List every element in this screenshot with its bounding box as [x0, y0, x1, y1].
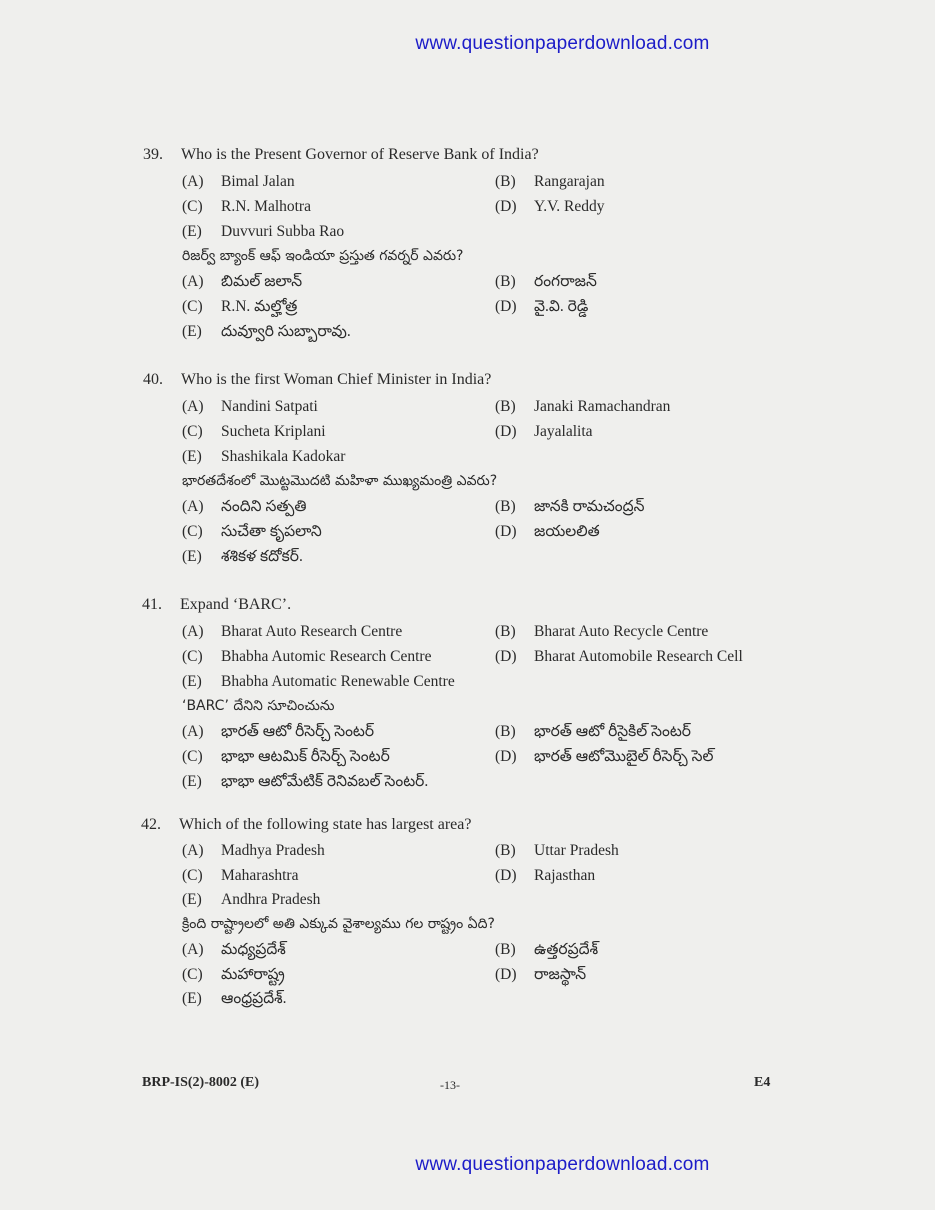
option-a: (A) Bimal Jalan — [182, 173, 295, 190]
option-a: (A) Bharat Auto Research Centre — [182, 623, 403, 640]
question-number: 39. — [143, 146, 163, 163]
option-e: (E) Duvvuri Subba Rao — [182, 223, 345, 240]
option-c: (C) R.N. Malhotra — [182, 198, 311, 215]
telugu-option-b: (B) రంగరాజన్ — [495, 273, 597, 290]
footer-set-code: E4 — [754, 1075, 771, 1090]
option-b: (B) Rangarajan — [495, 173, 605, 190]
telugu-option-d: (D) భారత్ ఆటోమొబైల్ రీసెర్చ్ సెల్ — [495, 748, 714, 765]
question-text: 40. Who is the first Woman Chief Minister in India? — [143, 371, 492, 388]
option-b: (B) Bharat Auto Recycle Centre — [495, 623, 709, 640]
telugu-option-c: (C) భాభా ఆటమిక్ రీసెర్చ్ సెంటర్ — [182, 748, 390, 765]
option-d: (D) Bharat Automobile Research Cell — [495, 648, 743, 665]
telugu-option-b: (B) ఉత్తరప్రదేశ్ — [495, 941, 599, 958]
question-text: 42. Which of the following state has largest area? — [141, 816, 472, 833]
telugu-option-a: (A) మధ్యప్రదేశ్ — [182, 941, 286, 958]
option-b: (B) Uttar Pradesh — [495, 842, 619, 859]
telugu-option-d: (D) జయలలిత — [495, 523, 600, 540]
watermark-bottom: www.questionpaperdownload.com — [415, 1154, 710, 1175]
footer-page-number: -13- — [440, 1078, 460, 1092]
telugu-option-b: (B) జానకి రామచంద్రన్ — [495, 498, 645, 515]
watermark-top: www.questionpaperdownload.com — [415, 33, 710, 54]
option-e: (E) Shashikala Kadokar — [182, 448, 346, 465]
telugu-option-a: (A) నందిని సత్పతి — [182, 498, 307, 515]
question-number: 40. — [143, 371, 163, 388]
telugu-option-d: (D) వై.వి. రెడ్డి — [495, 298, 589, 315]
footer-paper-code: BRP-IS(2)-8002 (E) — [142, 1075, 260, 1090]
telugu-option-e: (E) దువ్వూరి సుబ్బారావు. — [182, 323, 351, 340]
option-b: (B) Janaki Ramachandran — [495, 398, 671, 415]
telugu-option-e: (E) భాభా ఆటోమేటిక్ రెనివబల్ సెంటర్. — [182, 773, 429, 790]
option-e: (E) Bhabha Automatic Renewable Centre — [182, 673, 455, 690]
option-a: (A) Nandini Satpati — [182, 398, 318, 415]
telugu-question-text: రిజర్వ్ బ్యాంక్ ఆఫ్ ఇండియా ప్రస్తుత గవర్నర్ ఎవరు? — [182, 248, 464, 264]
telugu-option-d: (D) రాజస్థాన్ — [495, 966, 587, 983]
option-a: (A) Madhya Pradesh — [182, 842, 325, 859]
option-c: (C) Bhabha Automic Research Centre — [182, 648, 432, 665]
telugu-option-e: (E) శశికళ కదోకర్. — [182, 548, 303, 565]
telugu-question-text: క్రింది రాష్ట్రాలలో అతి ఎక్కువ వైశాల్యము గల రాష్ట్రం ఏది? — [182, 916, 495, 932]
telugu-option-e: (E) ఆంధ్రప్రదేశ్. — [182, 990, 287, 1007]
telugu-option-a: (A) బిమల్ జలాన్ — [182, 273, 303, 290]
option-c: (C) Maharashtra — [182, 867, 299, 884]
question-text: 41. Expand ‘BARC’. — [142, 596, 292, 613]
option-d: (D) Jayalalita — [495, 423, 593, 440]
question-text: 39. Who is the Present Governor of Reserve Bank of India? — [143, 146, 539, 163]
telugu-question-text: భారతదేశంలో మొట్టమొదటి మహిళా ముఖ్యమంత్రి ఎవరు? — [182, 473, 498, 489]
telugu-option-b: (B) భారత్ ఆటో రీసైకిల్ సెంటర్ — [495, 723, 692, 740]
question-number: 41. — [142, 596, 162, 613]
telugu-option-c: (C) సుచేతా కృపలాని — [182, 523, 322, 540]
option-d: (D) Rajasthan — [495, 867, 596, 884]
question-number: 42. — [141, 816, 161, 833]
telugu-option-c: (C) మహారాష్ట్ర — [182, 966, 285, 983]
option-d: (D) Y.V. Reddy — [495, 198, 605, 215]
telugu-option-a: (A) భారత్ ఆటో రీసెర్చ్ సెంటర్ — [182, 723, 375, 740]
option-e: (E) Andhra Pradesh — [182, 891, 321, 908]
option-c: (C) Sucheta Kriplani — [182, 423, 326, 440]
telugu-question-text: ‘BARC’ దేనిని సూచించును — [182, 698, 335, 714]
telugu-option-c: (C) R.N. మల్హోత్ర — [182, 298, 298, 315]
